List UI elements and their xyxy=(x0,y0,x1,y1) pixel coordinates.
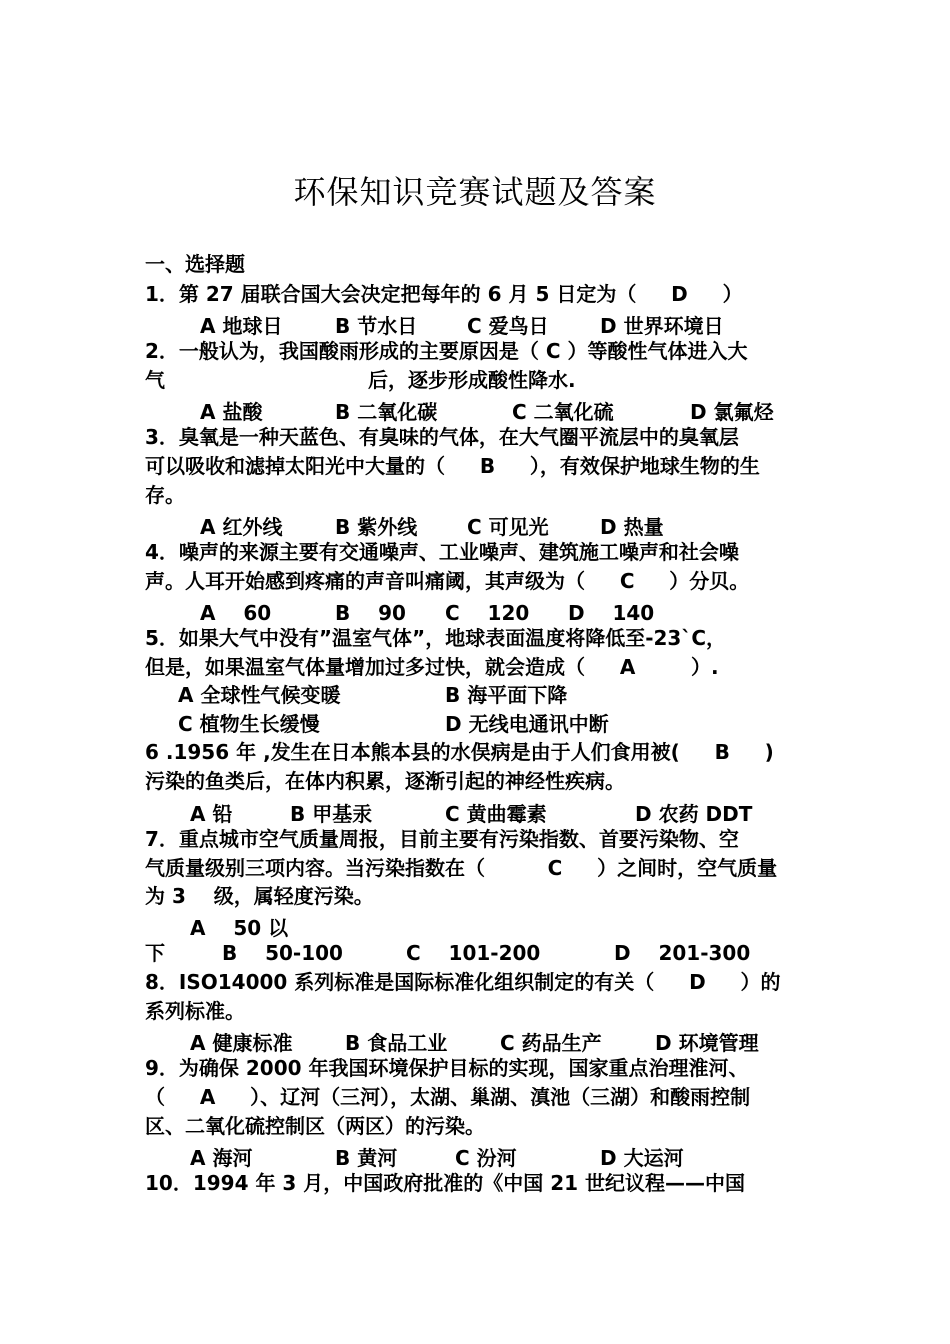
q8-option-c: C 药品生产 xyxy=(500,1031,602,1055)
q9-option-c: C 汾河 xyxy=(455,1146,517,1170)
q2-option-a: A 盐酸 xyxy=(200,400,263,424)
question-7-line-2: 气质量级别三项内容。当污染指数在（ C ）之间时，空气质量 xyxy=(145,856,778,880)
q6-option-b: B 甲基汞 xyxy=(290,802,373,826)
q7-option-d: D 201-300 xyxy=(614,941,751,965)
q1-option-c: C 爱鸟日 xyxy=(467,314,549,338)
question-2-line-2a: 气 xyxy=(145,368,165,392)
question-6-line-2: 污染的鱼类后，在体内积累，逐渐引起的神经性疾病。 xyxy=(145,769,625,793)
question-3-line-2: 可以吸收和滤掉太阳光中大量的（ B ），有效保护地球生物的生 xyxy=(145,454,760,478)
question-3-line-3: 存。 xyxy=(145,483,185,507)
q4-option-d: D 140 xyxy=(568,601,655,625)
q1-option-d: D 世界环境日 xyxy=(600,314,724,338)
question-5-line-1: 5．如果大气中没有”温室气体”，地球表面温度将降低至-23`C， xyxy=(145,626,727,650)
question-1: 1．第 27 届联合国大会决定把每年的 6 月 5 日定为（ D ） xyxy=(145,282,743,306)
question-8-line-1: 8．ISO14000 系列标准是国际标准化组织制定的有关（ D ）的 xyxy=(145,970,781,994)
question-9-line-2: （ A ）、辽河（三河），太湖、巢湖、滇池（三湖）和酸雨控制 xyxy=(145,1085,751,1109)
q9-option-d: D 大运河 xyxy=(600,1146,684,1170)
section-heading: 一、选择题 xyxy=(145,252,245,276)
page-title: 环保知识竞赛试题及答案 xyxy=(293,173,657,211)
q3-option-c: C 可见光 xyxy=(467,515,549,539)
question-2-line-2b: 后，逐步形成酸性降水. xyxy=(368,368,576,392)
q3-option-b: B 紫外线 xyxy=(335,515,418,539)
question-4-line-1: 4．噪声的来源主要有交通噪声、工业噪声、建筑施工噪声和社会噪 xyxy=(145,540,739,564)
q9-option-a: A 海河 xyxy=(190,1146,253,1170)
q5-option-d: D 无线电通讯中断 xyxy=(445,712,609,736)
q2-option-b: B 二氧化碳 xyxy=(335,400,438,424)
question-4-line-2: 声。人耳开始感到疼痛的声音叫痛阈，其声级为（ C ）分贝。 xyxy=(145,569,750,593)
q9-option-b: B 黄河 xyxy=(335,1146,398,1170)
q6-option-a: A 铅 xyxy=(190,802,233,826)
question-5-line-2: 但是，如果温室气体量增加过多过快，就会造成（ A ）. xyxy=(145,655,719,679)
q7-option-a-cont: 下 xyxy=(145,941,165,965)
q7-option-c: C 101-200 xyxy=(406,941,541,965)
q5-option-c: C 植物生长缓慢 xyxy=(178,712,320,736)
q1-option-a: A 地球日 xyxy=(200,314,283,338)
question-6-line-1: 6 .1956 年 ,发生在日本熊本县的水俣病是由于人们食用被( B ) xyxy=(145,740,774,764)
q7-option-a: A 50 以 xyxy=(190,916,289,940)
question-8-line-2: 系列标准。 xyxy=(145,999,245,1023)
q2-option-c: C 二氧化硫 xyxy=(512,400,614,424)
question-7-line-3: 为 3 级，属轻度污染。 xyxy=(145,884,374,908)
q2-option-d: D 氯氟烃 xyxy=(690,400,774,424)
q4-option-c: C 120 xyxy=(445,601,530,625)
q3-option-a: A 红外线 xyxy=(200,515,283,539)
q5-option-b: B 海平面下降 xyxy=(445,683,568,707)
q5-option-a: A 全球性气候变暖 xyxy=(178,683,341,707)
q8-option-b: B 食品工业 xyxy=(345,1031,448,1055)
question-2-line-1: 2．一般认为，我国酸雨形成的主要原因是（ C ）等酸性气体进入大 xyxy=(145,339,748,363)
q1-option-b: B 节水日 xyxy=(335,314,418,338)
question-9-line-3: 区、二氧化硫控制区（两区）的污染。 xyxy=(145,1114,485,1138)
q6-option-c: C 黄曲霉素 xyxy=(445,802,547,826)
q4-option-b: B 90 xyxy=(335,601,406,625)
q7-option-b: B 50-100 xyxy=(222,941,343,965)
question-7-line-1: 7．重点城市空气质量周报，目前主要有污染指数、首要污染物、空 xyxy=(145,827,739,851)
q3-option-d: D 热量 xyxy=(600,515,664,539)
question-3-line-1: 3．臭氧是一种天蓝色、有臭味的气体，在大气圈平流层中的臭氧层 xyxy=(145,425,739,449)
q8-option-d: D 环境管理 xyxy=(655,1031,759,1055)
q8-option-a: A 健康标准 xyxy=(190,1031,293,1055)
q4-option-a: A 60 xyxy=(200,601,272,625)
question-10-line-1: 10．1994 年 3 月，中国政府批准的《中国 21 世纪议程——中国 xyxy=(145,1171,746,1195)
question-9-line-1: 9．为确保 2000 年我国环境保护目标的实现，国家重点治理淮河、 xyxy=(145,1056,749,1080)
q6-option-d: D 农药 DDT xyxy=(635,802,753,826)
